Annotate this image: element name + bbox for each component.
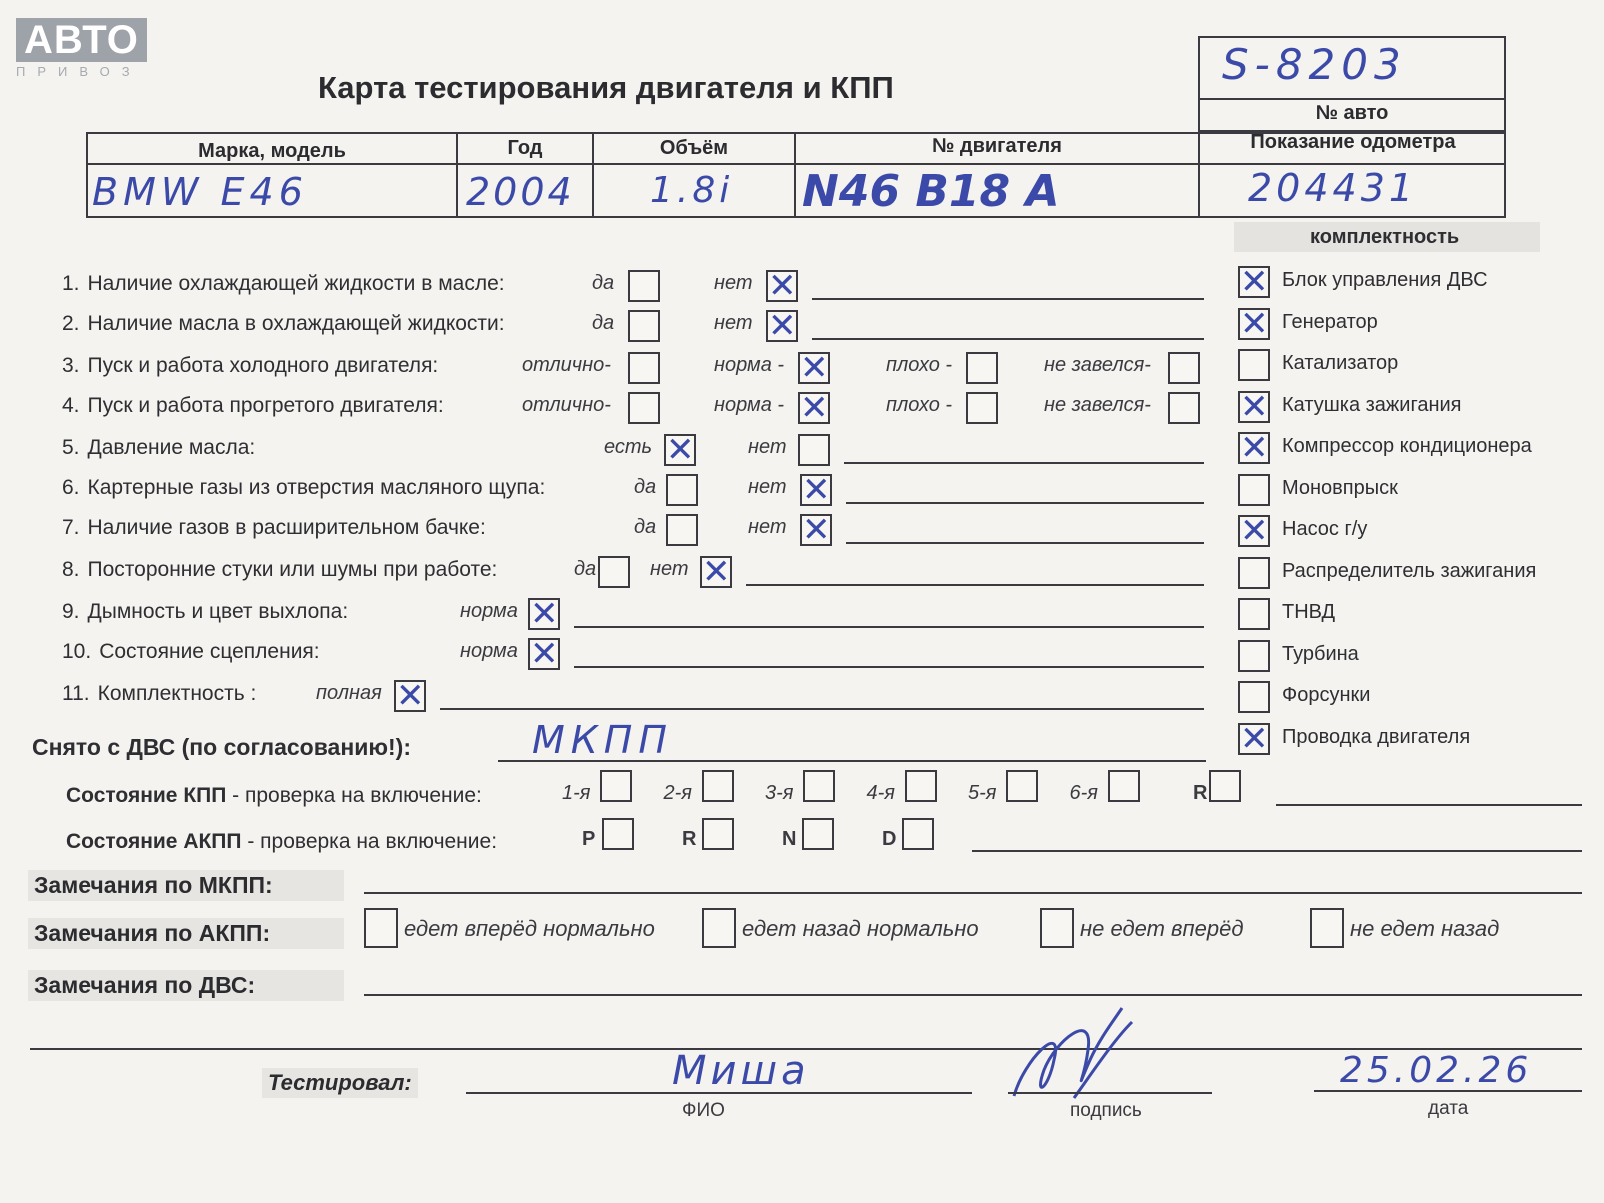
option-checkbox[interactable] bbox=[528, 594, 560, 634]
checkmark-icon: ✕ bbox=[1240, 386, 1269, 427]
gear-checkbox[interactable] bbox=[702, 770, 734, 802]
option-label: нет bbox=[650, 558, 689, 580]
remarks-dvs-label: Замечания по ДВС: bbox=[28, 970, 344, 1001]
make-value: BMW E46 bbox=[92, 170, 308, 214]
question-number: 1. bbox=[62, 272, 80, 295]
akpp-check-label bbox=[66, 830, 497, 854]
completeness-title: комплектность bbox=[1310, 226, 1460, 248]
question-number: 9. bbox=[62, 600, 80, 623]
signature-scribble bbox=[1004, 1000, 1154, 1110]
gear-label: R bbox=[682, 828, 697, 850]
option-label: не завелся- bbox=[1044, 354, 1151, 376]
stock-number-value: S-8203 bbox=[1222, 40, 1407, 89]
engine-number-label: № двигателя bbox=[932, 135, 1062, 157]
completeness-item-label: Моновпрыск bbox=[1282, 476, 1398, 499]
gear-checkbox[interactable] bbox=[702, 818, 734, 850]
completeness-checkbox[interactable] bbox=[1238, 349, 1270, 381]
completeness-checkbox[interactable] bbox=[1238, 474, 1270, 506]
akpp-remark-checkbox[interactable] bbox=[702, 908, 736, 948]
divider bbox=[86, 163, 1506, 165]
question-text: Наличие газов в расширительном бачке: bbox=[87, 516, 486, 539]
gear-checkbox[interactable] bbox=[902, 818, 934, 850]
question-row-8 bbox=[62, 558, 497, 582]
question-underline bbox=[844, 462, 1204, 464]
option-label: полная bbox=[316, 682, 382, 704]
odometer-value: 204431 bbox=[1248, 166, 1418, 210]
checkmark-icon: ✕ bbox=[530, 594, 559, 634]
question-row-7 bbox=[62, 516, 486, 540]
option-label: да bbox=[592, 312, 615, 334]
completeness-item-label: Насос г/у bbox=[1282, 518, 1368, 540]
option-checkbox[interactable] bbox=[628, 352, 660, 384]
mkpp-check-label bbox=[66, 784, 482, 808]
option-checkbox[interactable] bbox=[628, 310, 660, 342]
gear-label: 4-я bbox=[866, 782, 895, 804]
option-checkbox[interactable] bbox=[966, 352, 998, 384]
gear-label: N bbox=[782, 828, 797, 850]
checkmark-icon: ✕ bbox=[1240, 428, 1269, 468]
logo-main: АВТО bbox=[16, 18, 147, 62]
year-value: 2004 bbox=[466, 170, 575, 214]
option-checkbox[interactable] bbox=[628, 270, 660, 302]
checkmark-icon: ✕ bbox=[530, 634, 559, 674]
gear-label: 6-я bbox=[1069, 782, 1098, 804]
completeness-item-label: Катализатор bbox=[1282, 352, 1399, 374]
mkpp-underline bbox=[1276, 804, 1582, 806]
question-row-4 bbox=[62, 394, 444, 418]
checkmark-icon: ✕ bbox=[1240, 303, 1269, 344]
option-label: нет bbox=[714, 312, 753, 334]
completeness-checkbox[interactable] bbox=[1238, 303, 1270, 344]
checkmark-icon: ✕ bbox=[1240, 718, 1269, 759]
checkmark-icon: ✕ bbox=[666, 430, 695, 470]
option-label: норма bbox=[460, 600, 518, 622]
page-title: Карта тестирования двигателя и КПП bbox=[318, 70, 894, 105]
gear-checkbox[interactable] bbox=[802, 818, 834, 850]
completeness-item-label: Катушка зажигания bbox=[1282, 393, 1462, 416]
option-checkbox[interactable] bbox=[628, 392, 660, 424]
question-row-10 bbox=[62, 640, 320, 664]
checkmark-icon: ✕ bbox=[1240, 511, 1269, 551]
gear-label: D bbox=[882, 828, 897, 850]
remarks-akpp-label: Замечания по АКПП: bbox=[28, 918, 344, 949]
question-number: 8. bbox=[62, 558, 80, 581]
option-label: нет bbox=[714, 272, 753, 294]
option-checkbox[interactable] bbox=[394, 676, 426, 716]
question-number: 5. bbox=[62, 436, 80, 459]
option-label: норма - bbox=[714, 394, 785, 416]
option-checkbox[interactable] bbox=[666, 514, 698, 546]
stock-number-label: № авто bbox=[1315, 102, 1389, 124]
question-number: 3. bbox=[62, 354, 80, 377]
question-row-5 bbox=[62, 436, 255, 460]
removed-value: МКПП bbox=[532, 718, 673, 762]
checkmark-icon: ✕ bbox=[1240, 262, 1269, 302]
option-label: нет bbox=[748, 516, 787, 538]
option-label: нет bbox=[748, 436, 787, 458]
completeness-checkbox[interactable] bbox=[1238, 718, 1270, 759]
option-checkbox[interactable] bbox=[700, 552, 732, 592]
option-checkbox[interactable] bbox=[766, 266, 798, 306]
date-value: 25.02.26 bbox=[1340, 1050, 1533, 1091]
option-checkbox[interactable] bbox=[598, 556, 630, 588]
option-checkbox[interactable] bbox=[1168, 352, 1200, 384]
checkmark-icon: ✕ bbox=[802, 470, 831, 510]
divider bbox=[1198, 98, 1506, 100]
make-label: Марка, модель bbox=[198, 140, 346, 162]
signature-label: подпись bbox=[1070, 1100, 1142, 1121]
mkpp-check-label-bold: Состояние КПП bbox=[66, 784, 227, 807]
option-checkbox[interactable] bbox=[766, 306, 798, 346]
checkmark-icon: ✕ bbox=[702, 552, 731, 592]
completeness-checkbox[interactable] bbox=[1238, 386, 1270, 427]
fio-value: Миша bbox=[672, 1048, 810, 1094]
option-label: норма bbox=[460, 640, 518, 662]
remarks-mkpp-line bbox=[364, 892, 1582, 894]
question-text: Наличие охлаждающей жидкости в масле: bbox=[87, 272, 505, 295]
akpp-remark-label: едет назад нормально bbox=[742, 916, 979, 941]
gear-checkbox[interactable] bbox=[600, 770, 632, 802]
engine-number-value: N46 B18 A bbox=[802, 166, 1060, 217]
gear-checkbox[interactable] bbox=[1209, 770, 1241, 802]
option-checkbox[interactable] bbox=[800, 470, 832, 510]
akpp-check-label-bold: Состояние АКПП bbox=[66, 830, 242, 853]
question-text: Состояние сцепления: bbox=[99, 640, 320, 663]
question-row-9 bbox=[62, 600, 348, 624]
question-underline bbox=[846, 542, 1204, 544]
question-underline bbox=[746, 584, 1204, 586]
question-text: Посторонние стуки или шумы при работе: bbox=[87, 558, 498, 581]
question-text: Дымность и цвет выхлопа: bbox=[87, 600, 349, 623]
completeness-checkbox[interactable] bbox=[1238, 511, 1270, 551]
question-text: Наличие масла в охлаждающей жидкости: bbox=[87, 312, 505, 335]
gear-checkbox[interactable] bbox=[1108, 770, 1140, 802]
option-checkbox[interactable] bbox=[528, 634, 560, 674]
question-row-3 bbox=[62, 354, 438, 378]
date-label: дата bbox=[1428, 1098, 1469, 1119]
question-number: 11. bbox=[62, 682, 90, 705]
year-label: Год bbox=[507, 137, 543, 159]
completeness-checkbox[interactable] bbox=[1238, 640, 1270, 672]
gear-checkbox[interactable] bbox=[602, 818, 634, 850]
gear-label: R bbox=[1193, 782, 1208, 804]
remarks-mkpp-label: Замечания по МКПП: bbox=[28, 870, 344, 901]
checkmark-icon: ✕ bbox=[396, 676, 425, 716]
question-number: 4. bbox=[62, 394, 80, 417]
gear-checkbox[interactable] bbox=[1006, 770, 1038, 802]
completeness-checkbox[interactable] bbox=[1238, 681, 1270, 713]
question-number: 6. bbox=[62, 476, 80, 499]
completeness-item-label: Блок управления ДВС bbox=[1282, 269, 1488, 291]
mkpp-check-label-rest: - проверка на включение: bbox=[226, 784, 482, 807]
option-checkbox[interactable] bbox=[798, 434, 830, 466]
completeness-item-label: Распределитель зажигания bbox=[1282, 559, 1537, 582]
completeness-item-label: Форсунки bbox=[1282, 684, 1371, 706]
option-checkbox[interactable] bbox=[798, 348, 830, 388]
gear-checkbox[interactable] bbox=[905, 770, 937, 802]
akpp-remark-label: не едет вперёд bbox=[1080, 916, 1244, 941]
question-text: Давление масла: bbox=[87, 436, 256, 459]
option-checkbox[interactable] bbox=[966, 392, 998, 424]
odometer-label: Показание одометра bbox=[1250, 131, 1456, 153]
logo-sub: ПРИВОЗ bbox=[16, 64, 142, 79]
option-label: отлично- bbox=[522, 354, 611, 376]
question-row-1 bbox=[62, 272, 505, 296]
completeness-checkbox[interactable] bbox=[1238, 428, 1270, 468]
option-checkbox[interactable] bbox=[666, 474, 698, 506]
gear-label: 2-я bbox=[663, 782, 692, 804]
checkmark-icon: ✕ bbox=[800, 348, 829, 388]
akpp-remark-checkbox[interactable] bbox=[1040, 908, 1074, 948]
completeness-item-label: ТНВД bbox=[1282, 601, 1336, 623]
remarks-dvs-line bbox=[364, 994, 1582, 996]
question-underline bbox=[574, 626, 1204, 628]
akpp-remark-label: не едет назад bbox=[1350, 916, 1500, 941]
logo bbox=[16, 18, 147, 79]
checkmark-icon: ✕ bbox=[768, 306, 797, 346]
fio-label: ФИО bbox=[682, 1100, 725, 1121]
question-text: Пуск и работа холодного двигателя: bbox=[87, 354, 439, 377]
option-label: да bbox=[574, 558, 597, 580]
question-underline bbox=[812, 338, 1204, 340]
gear-label: P bbox=[582, 828, 596, 850]
option-label: отлично- bbox=[522, 394, 611, 416]
option-label: норма - bbox=[714, 354, 785, 376]
option-label: нет bbox=[748, 476, 787, 498]
completeness-checkbox[interactable] bbox=[1238, 598, 1270, 630]
gear-label: 1-я bbox=[562, 782, 591, 804]
question-underline bbox=[812, 298, 1204, 300]
gear-label: 3-я bbox=[765, 782, 794, 804]
option-checkbox[interactable] bbox=[800, 510, 832, 550]
question-row-2 bbox=[62, 312, 505, 336]
completeness-checkbox[interactable] bbox=[1238, 557, 1270, 589]
question-row-11 bbox=[62, 682, 256, 706]
akpp-underline bbox=[972, 850, 1582, 852]
option-label: плохо - bbox=[886, 354, 953, 376]
removed-label: Снято с ДВС (по согласованию!): bbox=[32, 734, 411, 760]
option-checkbox[interactable] bbox=[798, 388, 830, 428]
volume-value: 1.8i bbox=[650, 170, 734, 211]
question-text: Картерные газы из отверстия масляного щупа: bbox=[87, 476, 546, 499]
question-underline bbox=[440, 708, 1204, 710]
akpp-remark-label: едет вперёд нормально bbox=[404, 916, 655, 941]
question-number: 10. bbox=[62, 640, 92, 663]
akpp-remark-checkbox[interactable] bbox=[364, 908, 398, 948]
question-text: Комплектность : bbox=[97, 682, 257, 705]
volume-label: Объём bbox=[659, 137, 729, 159]
completeness-item-label: Компрессор кондиционера bbox=[1282, 435, 1532, 457]
option-label: да bbox=[634, 476, 657, 498]
checkmark-icon: ✕ bbox=[768, 266, 797, 306]
tested-by-label: Тестировал: bbox=[262, 1068, 418, 1098]
completeness-checkbox[interactable] bbox=[1238, 262, 1270, 302]
question-underline bbox=[846, 502, 1204, 504]
option-checkbox[interactable] bbox=[664, 430, 696, 470]
option-label: не завелся- bbox=[1044, 394, 1151, 416]
gear-checkbox[interactable] bbox=[803, 770, 835, 802]
option-checkbox[interactable] bbox=[1168, 392, 1200, 424]
checkmark-icon: ✕ bbox=[800, 388, 829, 428]
akpp-check-label-rest: - проверка на включение: bbox=[241, 830, 498, 853]
akpp-remark-checkbox[interactable] bbox=[1310, 908, 1344, 948]
option-label: плохо - bbox=[886, 394, 953, 416]
checkmark-icon: ✕ bbox=[802, 510, 831, 550]
gear-label: 5-я bbox=[968, 782, 997, 804]
question-text: Пуск и работа прогретого двигателя: bbox=[87, 394, 444, 417]
option-label: есть bbox=[604, 436, 653, 458]
option-label: да bbox=[592, 272, 615, 294]
question-underline bbox=[574, 666, 1204, 668]
option-label: да bbox=[634, 516, 657, 538]
completeness-item-label: Турбина bbox=[1282, 642, 1359, 665]
completeness-item-label: Проводка двигателя bbox=[1282, 725, 1471, 748]
question-row-6 bbox=[62, 476, 545, 500]
question-number: 7. bbox=[62, 516, 80, 539]
question-number: 2. bbox=[62, 312, 80, 335]
signature-line bbox=[1008, 1092, 1212, 1094]
completeness-item-label: Генератор bbox=[1282, 310, 1378, 333]
